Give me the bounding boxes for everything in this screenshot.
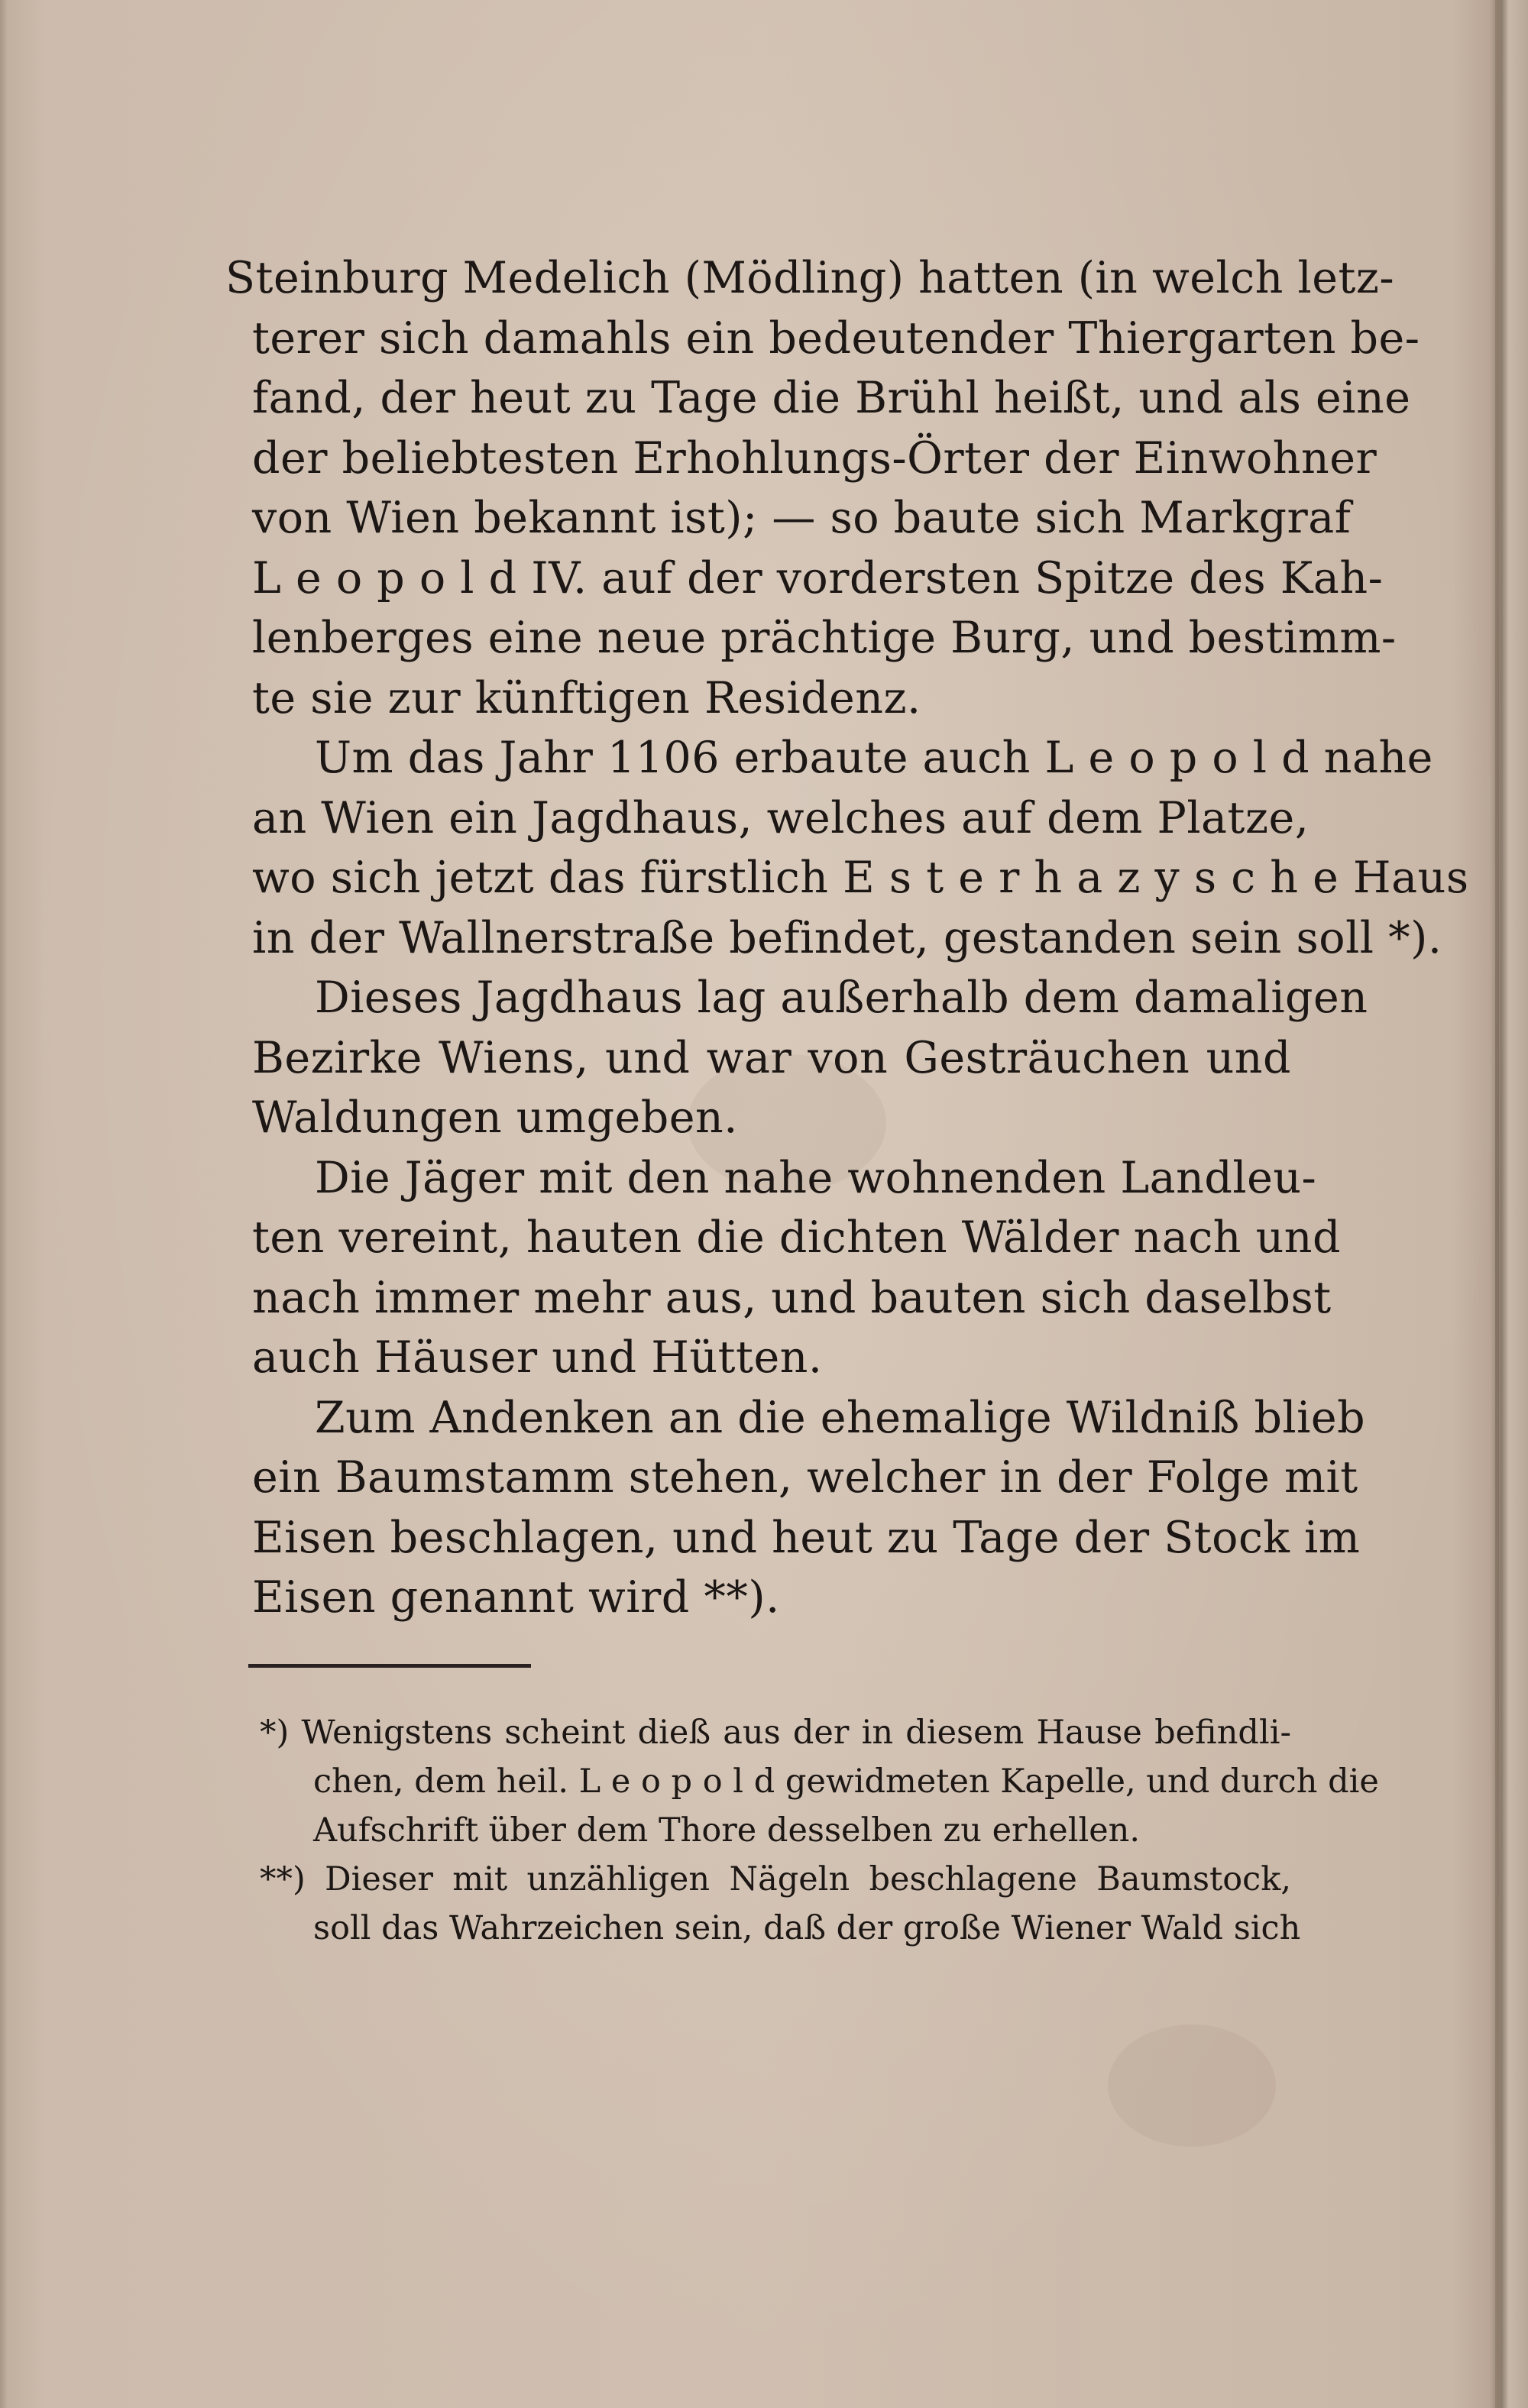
text-line: von Wien bekannt ist); — so baute sich Markgraf: [252, 493, 1352, 543]
text-line: Dieses Jagdhaus lag außerhalb dem damaligen: [315, 973, 1368, 1023]
footnote-line: *) Wenigstens scheint dieß aus der in diesem Hause befindli-: [260, 1714, 1291, 1752]
text-line: auch Häuser und Hütten.: [252, 1332, 823, 1383]
text-line: Bezirke Wiens, und war von Gesträuchen und: [252, 1032, 1291, 1083]
text-line: terer sich damahls ein bedeutender Thiergarten be-: [252, 312, 1420, 364]
text-line: an Wien ein Jagdhaus, welches auf dem Platze,: [252, 792, 1309, 843]
text-line: ein Baumstamm stehen, welcher in der Folge mit: [252, 1452, 1358, 1503]
text-line: Die Jäger mit den nahe wohnenden Landleu-: [315, 1152, 1317, 1203]
text-line: der beliebtesten Erhohlungs-Örter der Einwohner: [252, 432, 1377, 484]
text-line: Eisen genannt wird **).: [252, 1572, 780, 1623]
text-line: Eisen beschlagen, und heut zu Tage der Stock im: [252, 1512, 1361, 1563]
text-line: L e o p o l d IV. auf der vordersten Spitze des Kah-: [252, 552, 1384, 604]
footnote-separator: [248, 1664, 531, 1668]
footnote-line: soll das Wahrzeichen sein, daß der große Wiener Wald sich: [313, 1909, 1301, 1947]
page-left-edge: [0, 0, 8, 2408]
text-line: ten vereint, hauten die dichten Wälder nach und: [252, 1212, 1342, 1263]
text-line: fand, der heut zu Tage die Brühl heißt, und als eine: [252, 373, 1411, 423]
text-line: Steinburg Medelich (Mödling) hatten (in welch letz-: [225, 253, 1395, 303]
text-line: wo sich jetzt das fürstlich E s t e r h a z y s c h e Haus: [252, 853, 1469, 903]
text-line: Waldungen umgeben.: [252, 1092, 738, 1143]
footnote-line: **) Dieser mit unzähligen Nägeln beschlagene Baumstock,: [260, 1860, 1291, 1898]
text-line: nach immer mehr aus, und bauten sich daselbst: [252, 1272, 1332, 1323]
footnote-line: chen, dem heil. L e o p o l d gewidmeten Kapelle, und durch die: [313, 1762, 1379, 1801]
text-line: Um das Jahr 1106 erbaute auch L e o p o l d nahe: [315, 733, 1433, 783]
text-line: te sie zur künftigen Residenz.: [252, 672, 921, 723]
main-text-block: [225, 248, 1469, 1628]
footnotes-block: [260, 1708, 1379, 1953]
text-line: Zum Andenken an die ehemalige Wildniß blieb: [315, 1392, 1366, 1443]
text-line: in der Wallnerstraße befindet, gestanden sein soll *).: [252, 912, 1442, 963]
paper-stain: [1108, 2024, 1276, 2147]
footnote-line: Aufschrift über dem Thore desselben zu erhellen.: [313, 1811, 1141, 1850]
page-gutter-line: [1495, 0, 1499, 2408]
text-line: lenberges eine neue prächtige Burg, und bestimm-: [252, 613, 1397, 663]
